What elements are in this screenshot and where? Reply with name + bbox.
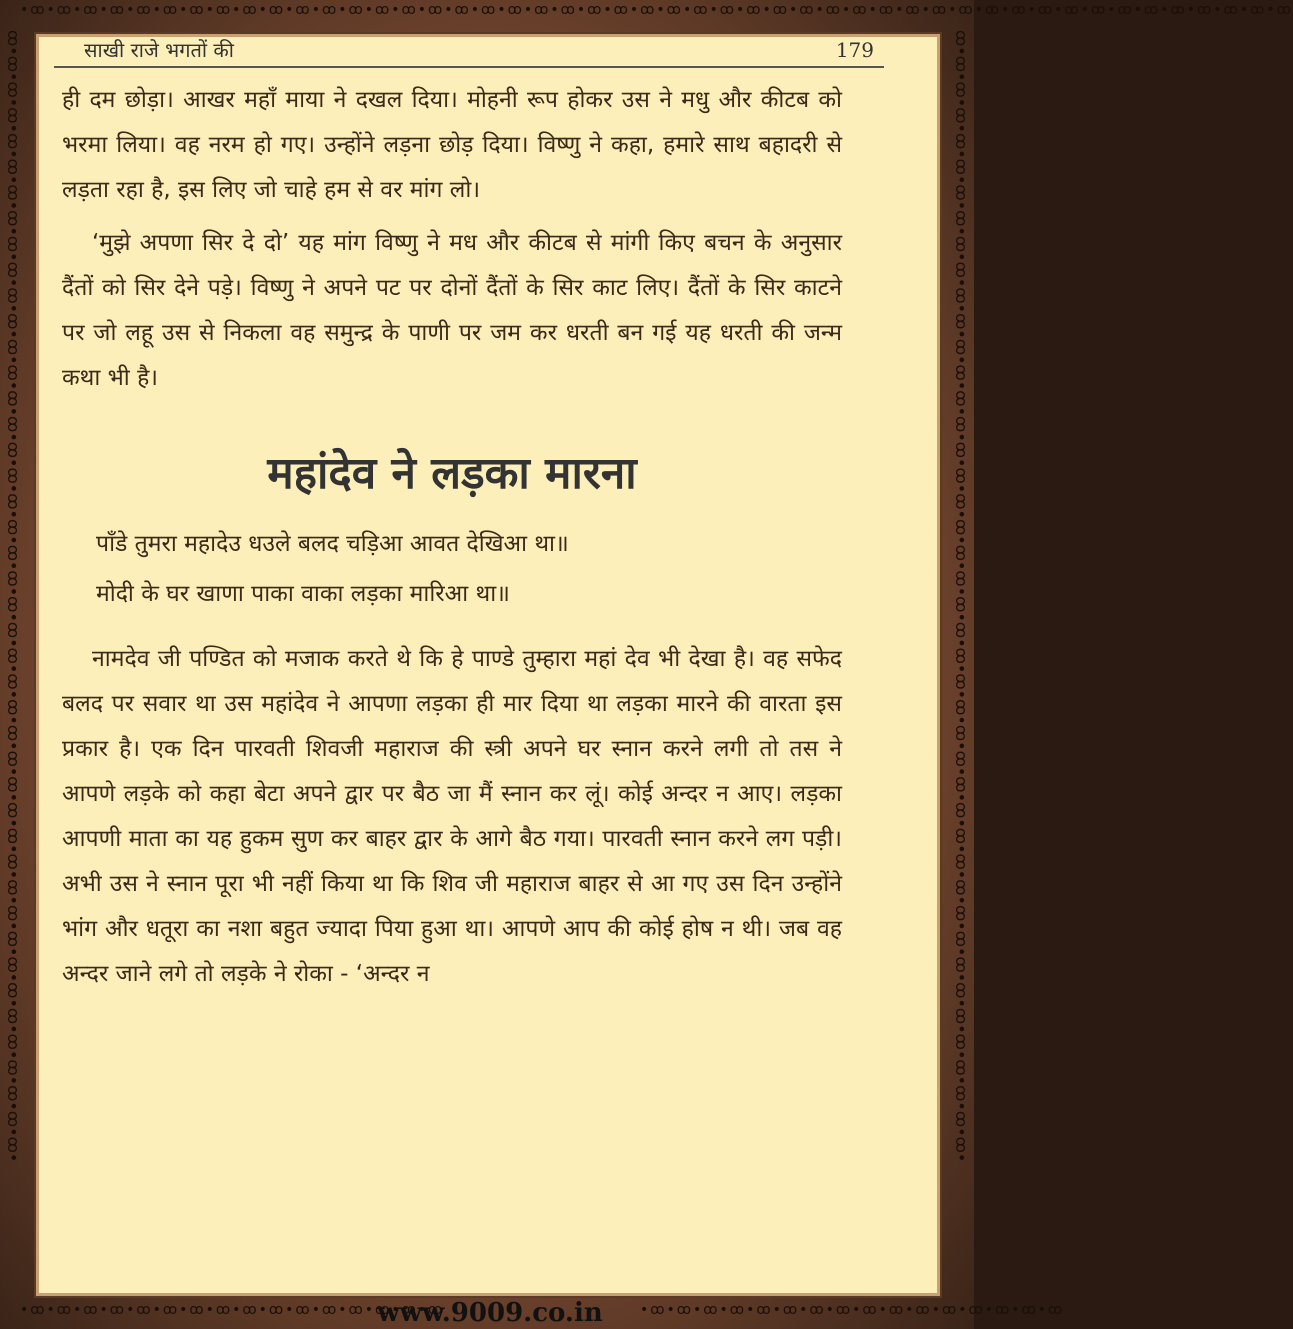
ornamental-border-right: ꝏ•ꝏ•ꝏ•ꝏ•ꝏ•ꝏ•ꝏ•ꝏ•ꝏ•ꝏ•ꝏ•ꝏ•ꝏ•ꝏ•ꝏ•ꝏ•ꝏ•ꝏ•ꝏ•ꝏ•ꝏ•ꝏ•ꝏ•ꝏ•ꝏ•ꝏ•ꝏ•ꝏ•ꝏ•ꝏ•ꝏ•ꝏ•ꝏ•ꝏ•ꝏ•ꝏ•ꝏ•ꝏ•ꝏ•ꝏ•ꝏ•ꝏ•ꝏ•ꝏ•: [952, 30, 971, 1163]
verse-block: [62, 519, 842, 619]
ornamental-border-bottom-right: •ꝏ•ꝏ•ꝏ•ꝏ•ꝏ•ꝏ•ꝏ•ꝏ•ꝏ•ꝏ•ꝏ•ꝏ•ꝏ•ꝏ•ꝏ•ꝏ: [640, 1302, 1065, 1318]
paragraph: ‘मुझे अपणा सिर दे दो’ यह मांग विष्णु ने मध और कीटब से मांगी किए बचन के अनुसार दैंतों को सिर देने पड़े। विष्णु ने अपने पट पर दोनों दैंतों के सिर काट लिए। दैंतों के सिर काटने पर जो लहू उस से निकला वह समुन्द्र के पाणी पर जम कर धरती बन गई यह धरती की जन्म कथा भी है।: [62, 230, 842, 391]
running-title: साखी राजे भगतों की: [84, 38, 234, 62]
page-number: 179: [835, 38, 874, 62]
verse-line: पाँडे तुमरा महादेउ धउले बलद चड़िआ आवत देखिआ था॥: [96, 531, 569, 557]
ornamental-border-left: ꝏ•ꝏ•ꝏ•ꝏ•ꝏ•ꝏ•ꝏ•ꝏ•ꝏ•ꝏ•ꝏ•ꝏ•ꝏ•ꝏ•ꝏ•ꝏ•ꝏ•ꝏ•ꝏ•ꝏ•ꝏ•ꝏ•ꝏ•ꝏ•ꝏ•ꝏ•ꝏ•ꝏ•ꝏ•ꝏ•ꝏ•ꝏ•ꝏ•ꝏ•ꝏ•ꝏ•ꝏ•ꝏ•ꝏ•ꝏ•ꝏ•ꝏ•ꝏ•ꝏ•: [4, 30, 23, 1163]
ornamental-border-bottom-left: •ꝏ•ꝏ•ꝏ•ꝏ•ꝏ•ꝏ•ꝏ•ꝏ•ꝏ•ꝏ•ꝏ•ꝏ•ꝏ•ꝏ•ꝏ•ꝏ: [20, 1302, 445, 1318]
section-heading: महांदेव ने लड़का मारना: [267, 448, 637, 499]
paragraph: ही दम छोड़ा। आखर महाँ माया ने दखल दिया। मोहनी रूप होकर उस ने मधु और कीटब को भरमा लिया। वह नरम हो गए। उन्होंने लड़ना छोड़ दिया। विष्णु ने कहा, हमारे साथ बहादरी से लड़ता रहा है, इस लिए जो चाहे हम से वर मांग लो।: [62, 87, 842, 203]
website-watermark: www.9009.co.in: [377, 1298, 603, 1328]
page-header: [54, 36, 884, 68]
ornamental-border-top: •ꝏ•ꝏ•ꝏ•ꝏ•ꝏ•ꝏ•ꝏ•ꝏ•ꝏ•ꝏ•ꝏ•ꝏ•ꝏ•ꝏ•ꝏ•ꝏ•ꝏ•ꝏ•ꝏ•ꝏ•ꝏ•ꝏ•ꝏ•ꝏ•ꝏ•ꝏ•ꝏ•ꝏ•ꝏ•ꝏ•ꝏ•ꝏ•ꝏ•ꝏ•ꝏ•ꝏ•ꝏ•ꝏ•ꝏ•ꝏ•ꝏ•ꝏ•ꝏ•ꝏ•ꝏ•ꝏ•ꝏ•ꝏ: [20, 2, 1293, 18]
paragraph: नामदेव जी पण्डित को मजाक करते थे कि हे पाण्डे तुम्हारा महां देव भी देखा है। वह सफेद बलद पर सवार था उस महांदेव ने आपणा लड़का ही मार दिया था लड़का मारने की वारता इस प्रकार है। एक दिन पारवती शिवजी महाराज की स्त्री अपने घर स्नान करने लगी तो तस ने आपणे लड़के को कहा बेटा अपने द्वार पर बैठ जा मैं स्नान कर लूं। कोई अन्दर न आए। लड़का आपणी माता का यह हुकम सुण कर बाहर द्वार के आगे बैठ गया। पारवती स्नान करने लग पड़ी। अभी उस ने स्नान पूरा भी नहीं किया था कि शिव जी महाराज बाहर से आ गए उस दिन उन्होंने भांग और धतूरा का नशा बहुत ज्यादा पिया हुआ था। आपणे आप की कोई होष न थी। जब वह अन्दर जाने लगे तो लड़के ने रोका - ‘अन्दर न: [62, 646, 842, 987]
verse-line: मोदी के घर खाणा पाका वाका लड़का मारिआ था॥: [96, 581, 510, 607]
page-body: [62, 78, 842, 997]
